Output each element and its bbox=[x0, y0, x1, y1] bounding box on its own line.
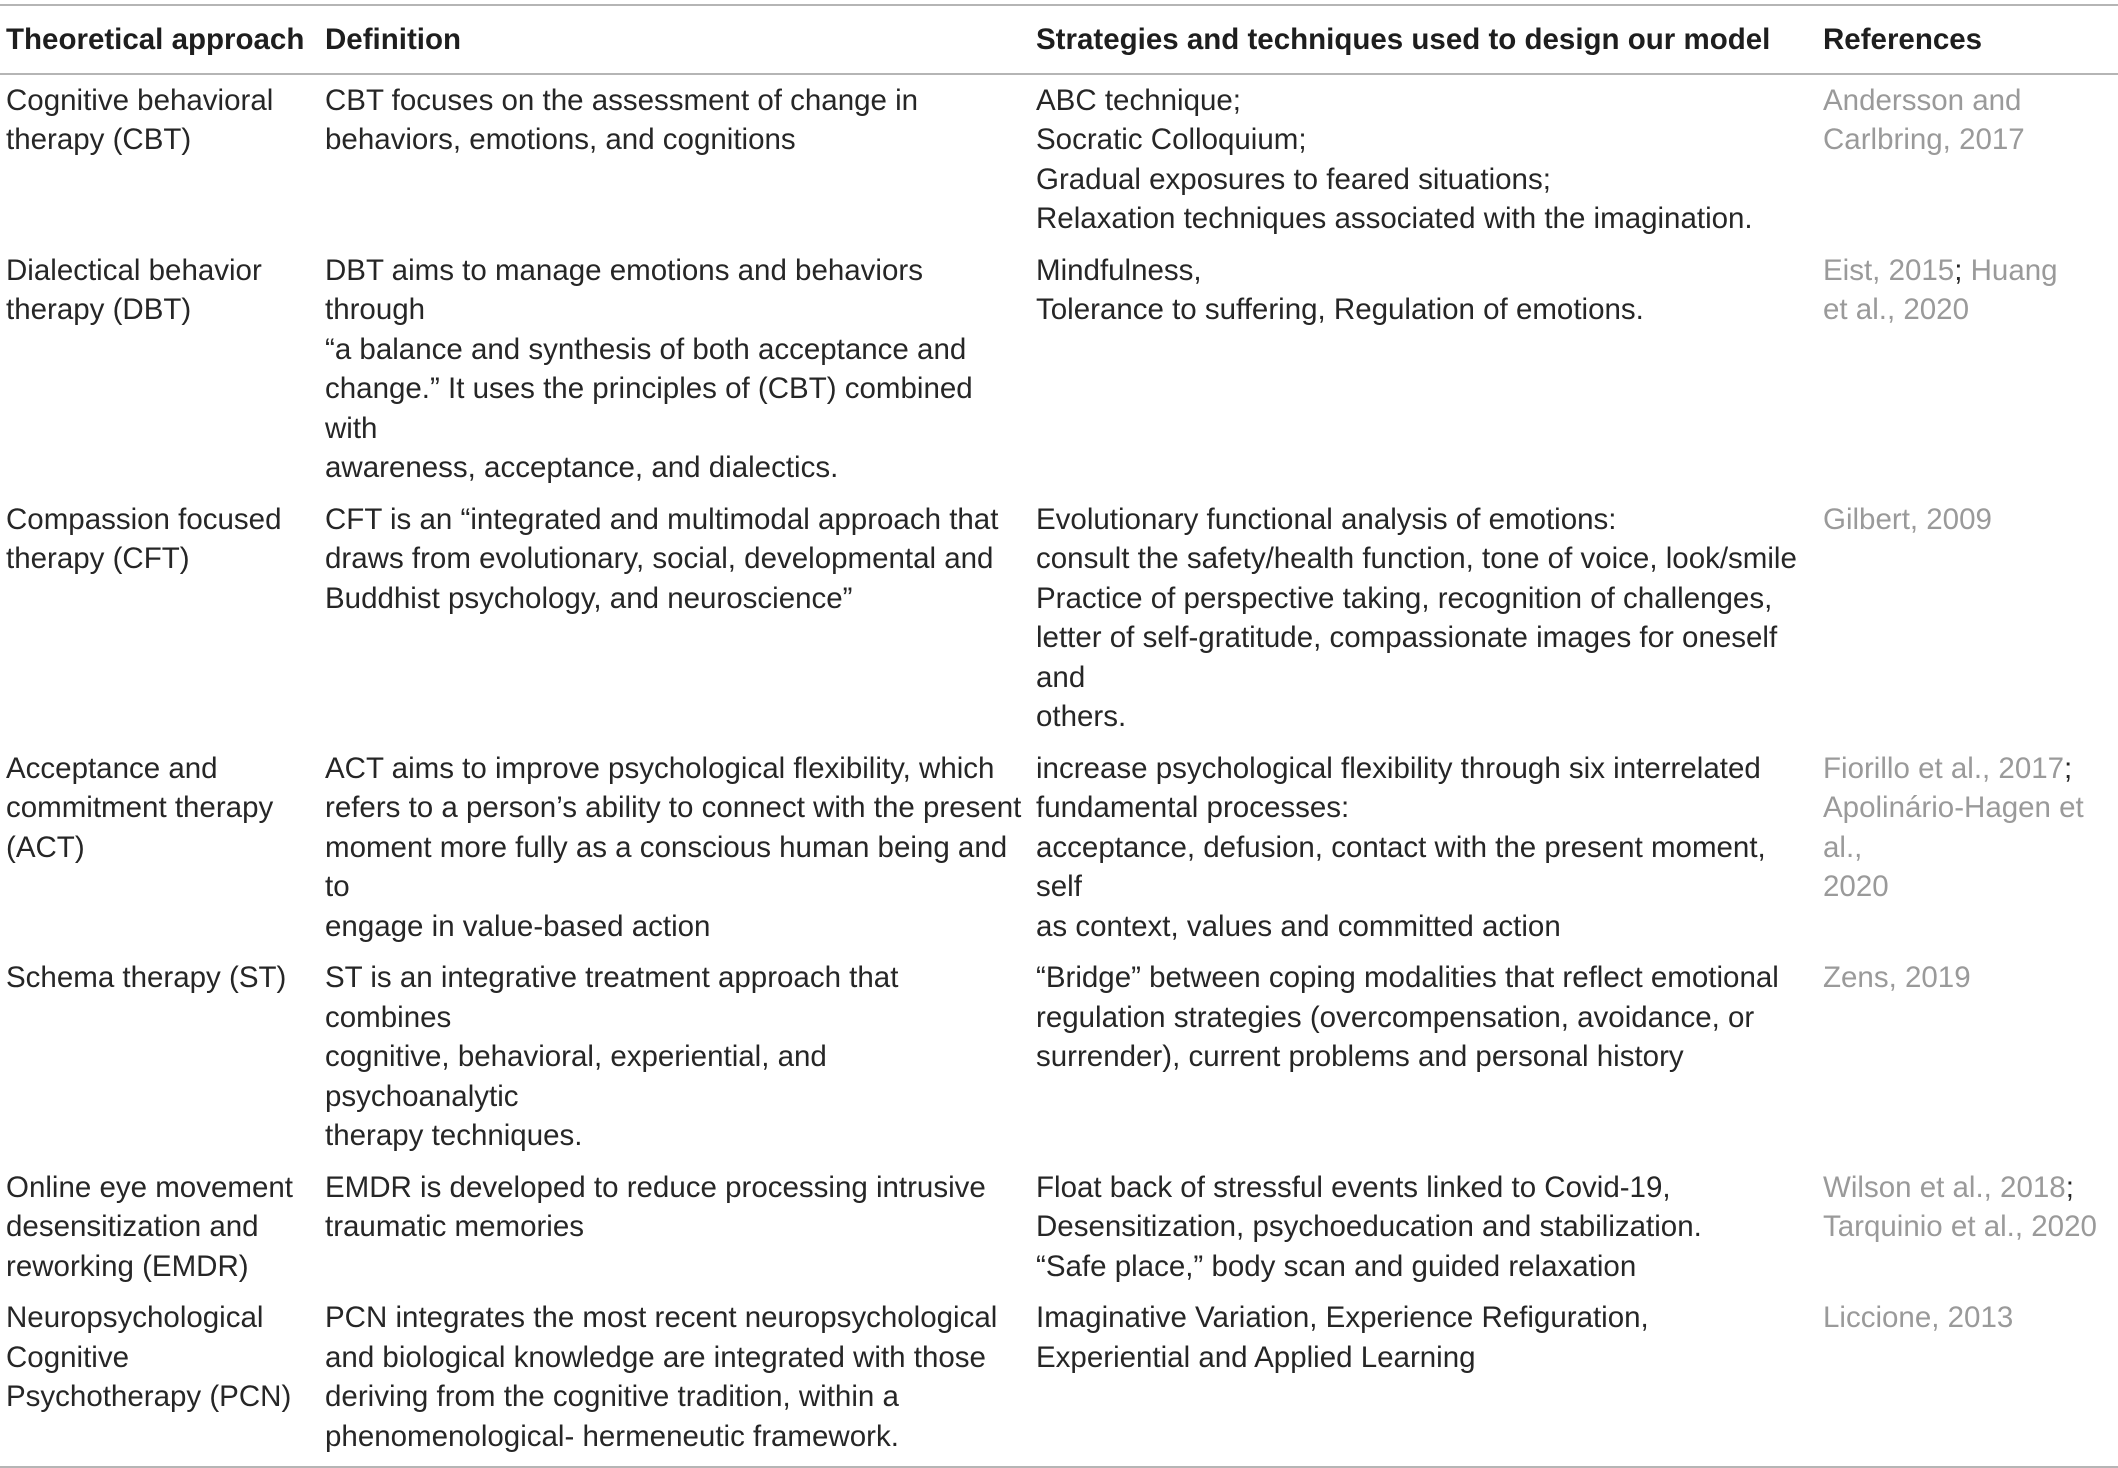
table-row-st bbox=[0, 952, 2118, 1162]
strategies-cell bbox=[1030, 74, 1817, 245]
strategies-cell bbox=[1030, 245, 1817, 494]
reference-line bbox=[1823, 251, 2112, 291]
strategies-line: others. bbox=[1036, 700, 1127, 733]
table-row-pcn bbox=[0, 1292, 2118, 1467]
strategies-line: surrender), current problems and personal history bbox=[1036, 1040, 1684, 1073]
approach-line: Cognitive bbox=[6, 1340, 129, 1374]
approach-line: commitment therapy bbox=[6, 791, 274, 824]
approach-cell bbox=[0, 1292, 319, 1467]
header-theoretical-approach: Theoretical approach bbox=[6, 23, 305, 56]
table-row-cbt bbox=[0, 74, 2118, 245]
approach-cell bbox=[0, 952, 319, 1162]
table-row-cft bbox=[0, 494, 2118, 743]
references-cell bbox=[1817, 952, 2118, 1162]
strategies-line: Desensitization, psychoeducation and stabilization. bbox=[1036, 1210, 1702, 1243]
definition-line: phenomenological- hermeneutic framework. bbox=[325, 1419, 899, 1453]
strategies-cell bbox=[1030, 1292, 1817, 1467]
references-cell bbox=[1817, 245, 2118, 494]
definition-line: DBT aims to manage emotions and behaviors through bbox=[325, 253, 923, 326]
reference-link[interactable]: Huang bbox=[1970, 253, 2058, 287]
reference-link[interactable]: Andersson and bbox=[1823, 83, 2022, 117]
definition-cell bbox=[319, 494, 1030, 743]
reference-line bbox=[1823, 749, 2112, 789]
approach-line: Schema therapy (ST) bbox=[6, 961, 287, 994]
approach-cell bbox=[0, 743, 319, 953]
header-definition: Definition bbox=[325, 23, 462, 56]
reference-link[interactable]: 2020 bbox=[1823, 870, 1889, 903]
reference-link[interactable]: Zens, 2019 bbox=[1823, 961, 1971, 994]
reference-link[interactable]: Liccione, 2013 bbox=[1823, 1301, 2014, 1334]
definition-line: engage in value-based action bbox=[325, 909, 711, 943]
strategies-cell bbox=[1030, 952, 1817, 1162]
strategies-line: Experiential and Applied Learning bbox=[1036, 1340, 1476, 1374]
approach-line: Cognitive behavioral bbox=[6, 83, 274, 117]
definition-cell bbox=[319, 1292, 1030, 1467]
definition-line: CFT is an “integrated and multimodal approach that bbox=[325, 502, 999, 536]
strategies-line: as context, values and committed action bbox=[1036, 909, 1561, 943]
references-cell bbox=[1817, 743, 2118, 953]
approach-line: Online eye movement bbox=[6, 1170, 293, 1204]
strategies-line: letter of self-gratitude, compassionate images for oneself and bbox=[1036, 621, 1778, 694]
definition-line: draws from evolutionary, social, developmental and bbox=[325, 542, 994, 575]
approach-cell bbox=[0, 74, 319, 245]
definition-cell bbox=[319, 74, 1030, 245]
approach-line: Compassion focused bbox=[6, 502, 282, 536]
definition-line: Buddhist psychology, and neuroscience” bbox=[325, 581, 853, 615]
header-strategies: Strategies and techniques used to design our model bbox=[1036, 23, 1771, 56]
reference-link[interactable]: Carlbring, 2017 bbox=[1823, 123, 2025, 156]
approach-line: Dialectical behavior bbox=[6, 253, 262, 287]
approach-line: therapy (CFT) bbox=[6, 542, 190, 575]
strategies-line: acceptance, defusion, contact with the present moment, self bbox=[1036, 830, 1766, 903]
strategies-line: Evolutionary functional analysis of emotions: bbox=[1036, 502, 1617, 536]
reference-link[interactable]: Eist, 2015 bbox=[1823, 253, 1955, 287]
approach-line: (ACT) bbox=[6, 830, 85, 864]
strategies-line: Imaginative Variation, Experience Refiguration, bbox=[1036, 1301, 1649, 1334]
definition-line: therapy techniques. bbox=[325, 1119, 583, 1152]
reference-separator: ; bbox=[1954, 253, 1971, 287]
table-row-act bbox=[0, 743, 2118, 953]
strategies-line: Mindfulness, bbox=[1036, 253, 1202, 287]
strategies-line: ABC technique; bbox=[1036, 83, 1241, 117]
definition-line: refers to a person’s ability to connect with the present bbox=[325, 791, 1022, 824]
definition-cell bbox=[319, 952, 1030, 1162]
approach-line: reworking (EMDR) bbox=[6, 1249, 249, 1283]
strategies-line: “Bridge” between coping modalities that reflect emotional bbox=[1036, 961, 1779, 994]
definition-line: cognitive, behavioral, experiential, and psychoanalytic bbox=[325, 1040, 827, 1113]
definition-cell bbox=[319, 245, 1030, 494]
header-row bbox=[0, 5, 2118, 74]
approach-line: Neuropsychological bbox=[6, 1301, 264, 1334]
reference-link[interactable]: Apolinário-Hagen et al., bbox=[1823, 791, 2084, 864]
definition-line: CBT focuses on the assessment of change in bbox=[325, 83, 919, 117]
definition-line: and biological knowledge are integrated with those bbox=[325, 1340, 986, 1374]
strategies-line: Practice of perspective taking, recognition of challenges, bbox=[1036, 581, 1773, 615]
definition-line: traumatic memories bbox=[325, 1210, 585, 1243]
approach-line: therapy (DBT) bbox=[6, 293, 192, 326]
reference-link[interactable]: Wilson et al., 2018 bbox=[1823, 1170, 2066, 1204]
strategies-line: increase psychological flexibility through six interrelated bbox=[1036, 751, 1761, 785]
definition-line: change.” It uses the principles of (CBT) combined with bbox=[325, 372, 973, 445]
approach-line: Acceptance and bbox=[6, 751, 218, 785]
approach-line: therapy (CBT) bbox=[6, 123, 192, 156]
approach-line: Psychotherapy (PCN) bbox=[6, 1380, 292, 1413]
reference-link[interactable]: Fiorillo et al., 2017 bbox=[1823, 751, 2065, 785]
reference-link[interactable]: et al., 2020 bbox=[1823, 293, 1969, 326]
header-references: References bbox=[1823, 23, 1983, 56]
strategies-line: Socratic Colloquium; bbox=[1036, 123, 1307, 156]
definition-line: ST is an integrative treatment approach that combines bbox=[325, 961, 899, 1034]
approach-line: desensitization and bbox=[6, 1210, 259, 1243]
strategies-cell bbox=[1030, 743, 1817, 953]
table-body bbox=[0, 74, 2118, 1468]
approach-cell bbox=[0, 245, 319, 494]
definition-line: awareness, acceptance, and dialectics. bbox=[325, 451, 839, 484]
strategies-line: Relaxation techniques associated with the imagination. bbox=[1036, 202, 1753, 235]
reference-separator: ; bbox=[2065, 1170, 2074, 1204]
table-row-dbt bbox=[0, 245, 2118, 494]
definition-line: moment more fully as a conscious human being and to bbox=[325, 830, 1008, 903]
references-cell bbox=[1817, 1292, 2118, 1467]
references-cell bbox=[1817, 494, 2118, 743]
therapy-approaches-table bbox=[0, 4, 2118, 1468]
strategies-cell bbox=[1030, 494, 1817, 743]
therapy-approaches-table-container bbox=[0, 4, 2118, 1468]
strategies-line: Tolerance to suffering, Regulation of emotions. bbox=[1036, 293, 1644, 326]
strategies-line: Gradual exposures to feared situations; bbox=[1036, 162, 1551, 196]
definition-cell bbox=[319, 743, 1030, 953]
definition-line: EMDR is developed to reduce processing intrusive bbox=[325, 1170, 986, 1204]
approach-cell bbox=[0, 494, 319, 743]
strategies-line: Float back of stressful events linked to Covid-19, bbox=[1036, 1170, 1671, 1204]
reference-link[interactable]: Tarquinio et al., 2020 bbox=[1823, 1210, 2097, 1243]
reference-link[interactable]: Gilbert, 2009 bbox=[1823, 502, 1992, 536]
definition-line: PCN integrates the most recent neuropsychological bbox=[325, 1301, 998, 1334]
reference-separator: ; bbox=[2064, 751, 2073, 785]
strategies-line: regulation strategies (overcompensation, avoidance, or bbox=[1036, 1000, 1755, 1034]
definition-line: deriving from the cognitive tradition, within a bbox=[325, 1380, 899, 1413]
definition-line: “a balance and synthesis of both acceptance and bbox=[325, 332, 967, 366]
definition-line: behaviors, emotions, and cognitions bbox=[325, 123, 796, 156]
reference-line bbox=[1823, 1168, 2112, 1208]
strategies-line: “Safe place,” body scan and guided relaxation bbox=[1036, 1249, 1637, 1283]
strategies-line: fundamental processes: bbox=[1036, 791, 1350, 824]
definition-line: ACT aims to improve psychological flexibility, which bbox=[325, 751, 995, 785]
table-header bbox=[0, 5, 2118, 74]
strategies-line: consult the safety/health function, tone of voice, look/smile bbox=[1036, 542, 1797, 575]
references-cell bbox=[1817, 74, 2118, 245]
